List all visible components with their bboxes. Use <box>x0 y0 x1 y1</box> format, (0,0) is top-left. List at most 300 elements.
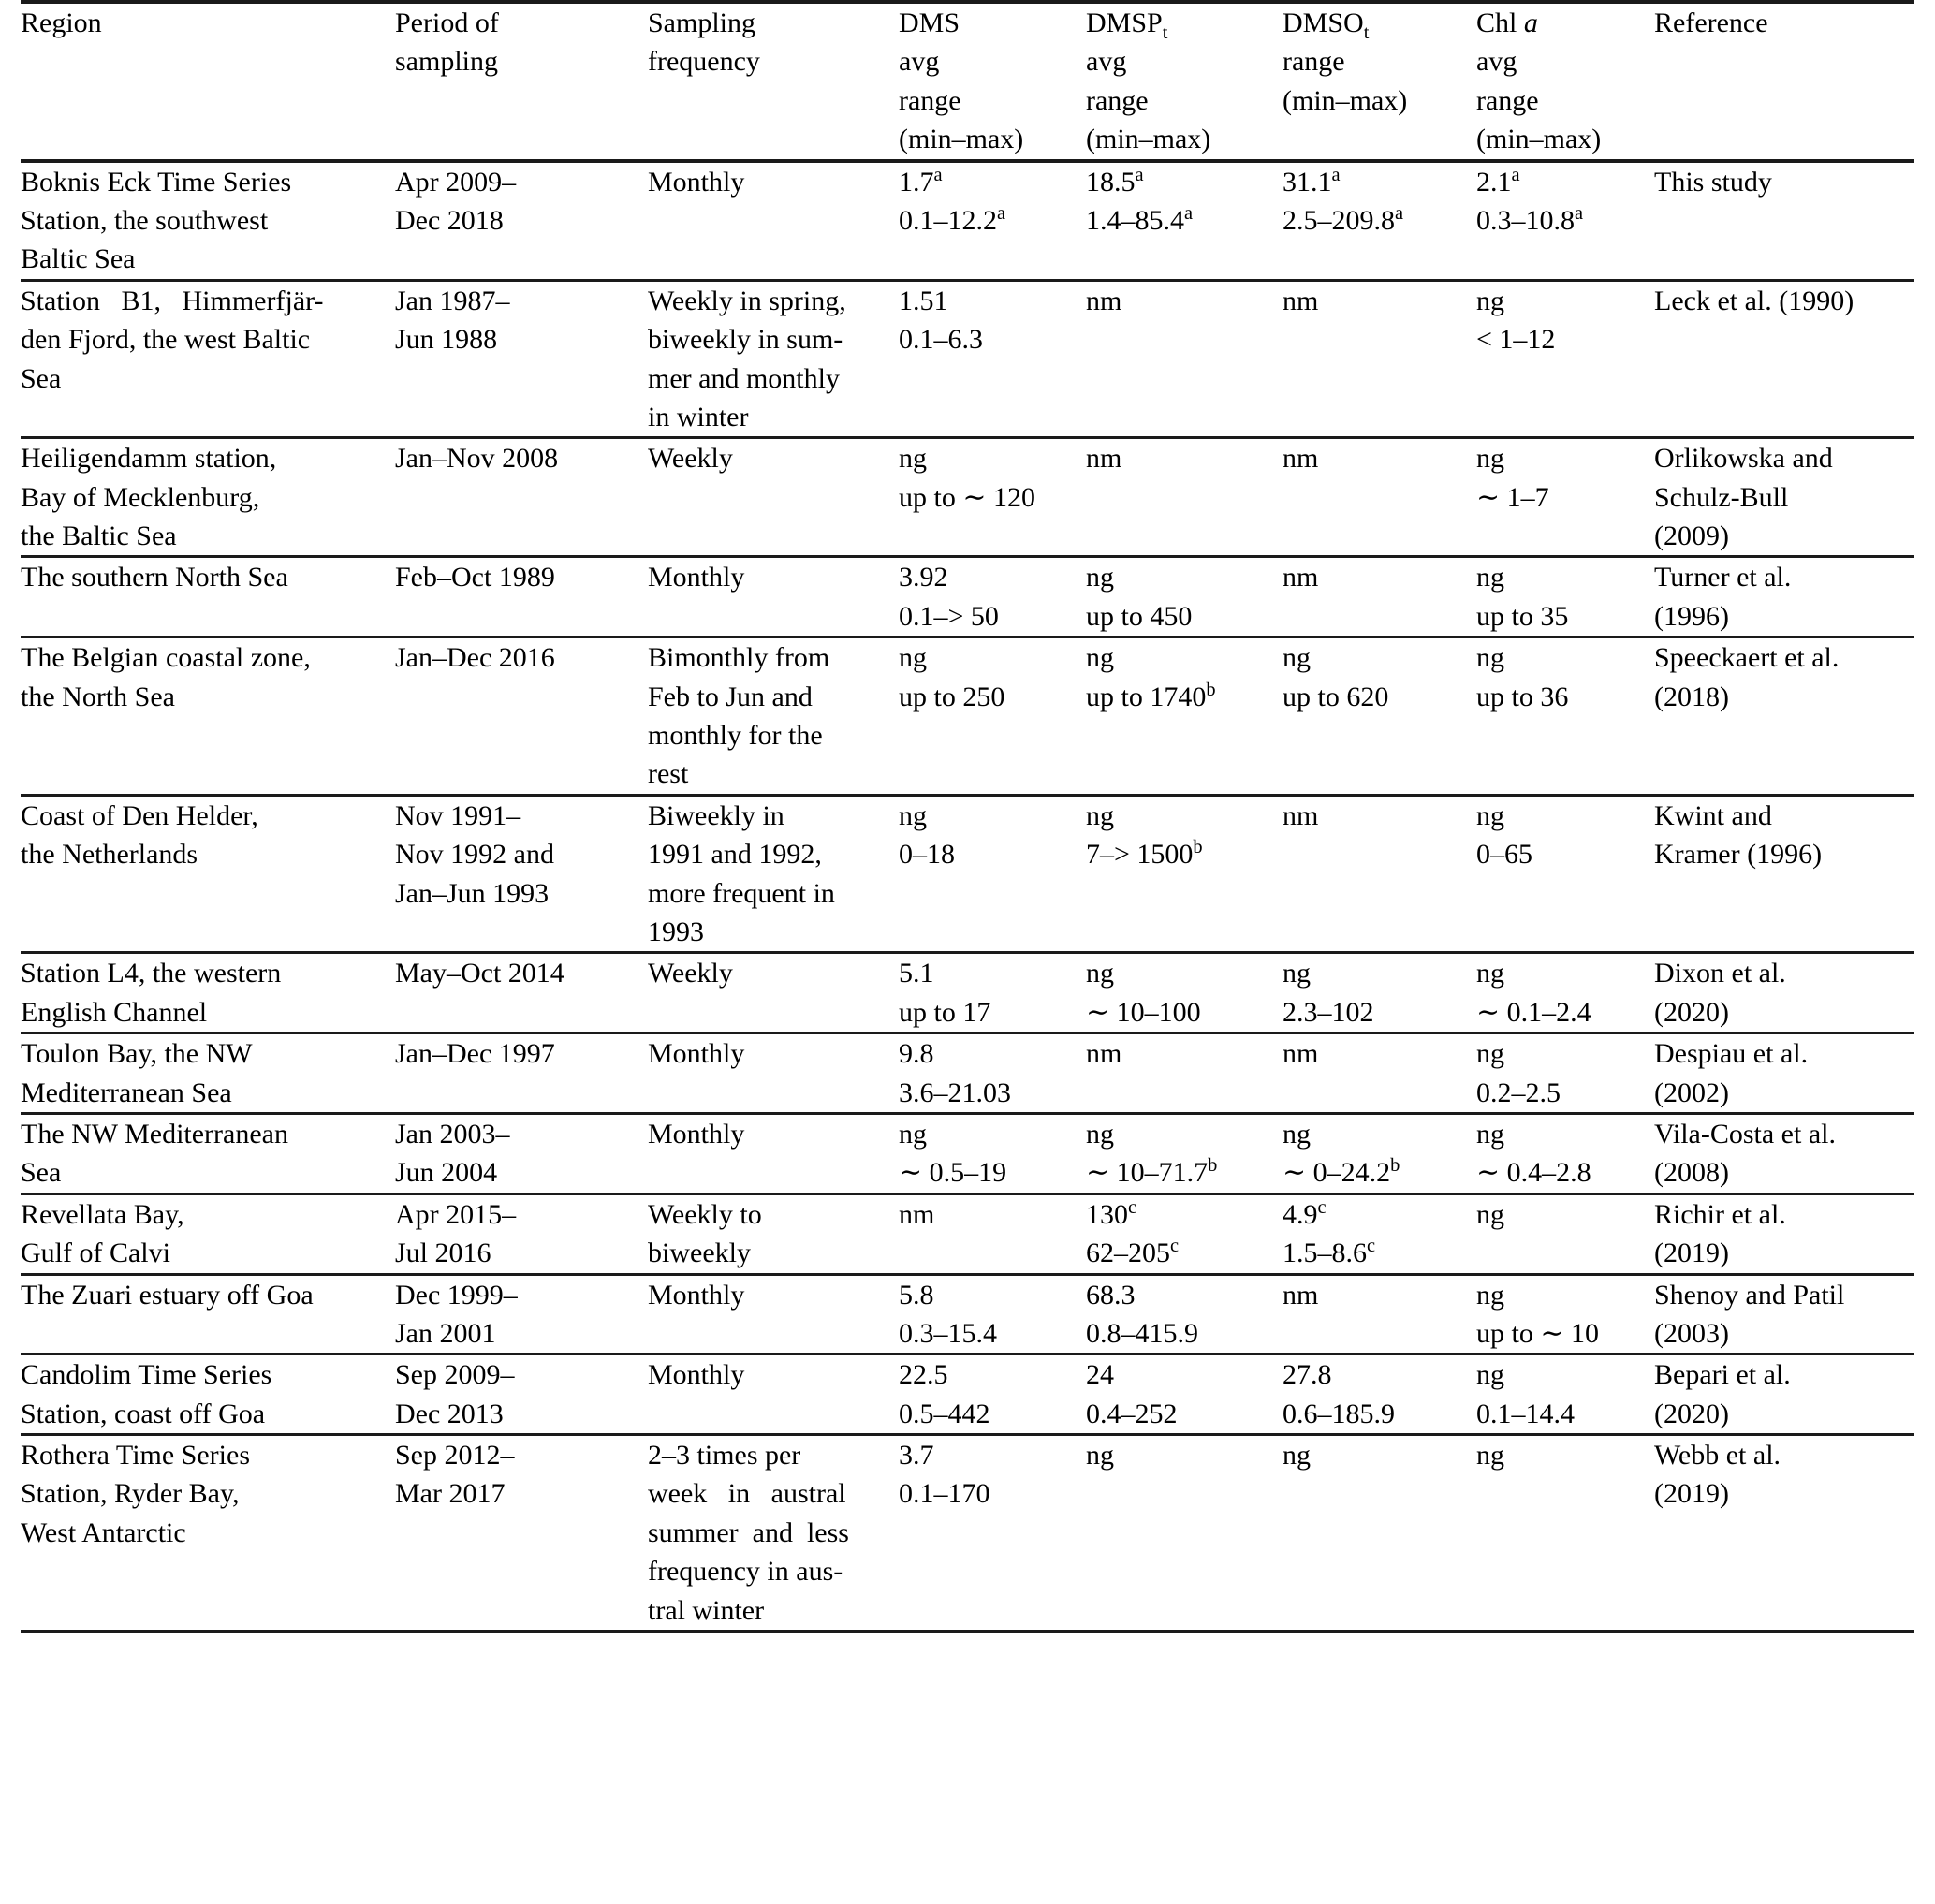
cell-dmsot <box>1283 438 1476 557</box>
cell-line: nm <box>1283 1279 1319 1311</box>
cell-line: ng <box>1283 642 1311 674</box>
cell-line: $7-> 1500^b$ <box>1086 837 1203 871</box>
cell-period <box>395 280 648 438</box>
cell-dmsot <box>1283 161 1476 281</box>
cell-dmspt <box>1086 795 1283 953</box>
cell-line: Monthly <box>648 166 745 198</box>
cell-period <box>395 1355 648 1435</box>
header-line: avg <box>899 46 940 78</box>
cell-line: The southern North Sea <box>21 562 288 593</box>
cell-line: Boknis Eck Time Series <box>21 166 292 198</box>
cell-region <box>21 1355 395 1435</box>
cell-dmsot <box>1283 1113 1476 1194</box>
cell-dms <box>899 161 1086 281</box>
cell-line: ng <box>899 1118 927 1150</box>
cell-line: 5.1 <box>899 958 934 989</box>
header-text: Chl <box>1476 7 1524 38</box>
cell-line: (2002) <box>1654 1076 1729 1108</box>
cell-line: 130$^c$ <box>1086 1196 1137 1230</box>
cell-dmspt <box>1086 1113 1283 1194</box>
table-row <box>21 1274 1914 1355</box>
cell-line: ng <box>1086 562 1114 593</box>
cell-line: ng <box>1476 1359 1504 1391</box>
col-header-dmspt <box>1086 2 1283 161</box>
cell-line: ng <box>1086 1118 1114 1150</box>
cell-dms <box>899 1194 1086 1274</box>
cell-line: week in austral <box>648 1478 846 1510</box>
table-bottom-rule <box>21 1632 1914 1633</box>
cell-period <box>395 161 648 281</box>
cell-line: ng <box>1476 799 1504 831</box>
col-header-chla <box>1476 2 1654 161</box>
cell-line: 0.3–15.4 <box>899 1317 997 1349</box>
cell-chla <box>1476 953 1654 1033</box>
cell-line: Bay of Mecklenburg, <box>21 481 260 513</box>
cell-line: Jan–Nov 2008 <box>395 443 559 475</box>
cell-line: Turner et al. <box>1654 562 1792 593</box>
header-line: Region <box>21 7 102 38</box>
cell-line: ng <box>1476 285 1504 316</box>
cell-line: ng <box>1283 1440 1311 1472</box>
cell-chla <box>1476 557 1654 637</box>
cell-line: May–Oct 2014 <box>395 958 564 989</box>
cell-line: 3.7 <box>899 1440 934 1472</box>
cell-line: Jun 1988 <box>395 324 498 356</box>
table-row <box>21 795 1914 953</box>
footnote-marker: b <box>1208 1155 1218 1177</box>
table-row <box>21 1435 1914 1632</box>
cell-chla <box>1476 637 1654 796</box>
cell-line: Weekly in spring, <box>648 285 846 316</box>
cell-line: Revellata Bay, <box>21 1198 184 1230</box>
cell-dmspt <box>1086 1355 1283 1435</box>
table-row <box>21 953 1914 1033</box>
cell-line: 27.8 <box>1283 1359 1332 1391</box>
cell-dmsot <box>1283 1355 1476 1435</box>
cell-line: < 1–12 <box>1476 324 1556 356</box>
header-line: (min–max) <box>899 124 1024 155</box>
cell-chla <box>1476 1033 1654 1114</box>
cell-period <box>395 795 648 953</box>
cell-reference <box>1654 557 1914 637</box>
cell-dmsot <box>1283 280 1476 438</box>
cell-sampling-frequency <box>648 557 899 637</box>
cell-line: up to 36 <box>1476 681 1569 712</box>
cell-line: up to 1740$^b$ <box>1086 679 1216 712</box>
cell-line: monthly for the <box>648 720 823 752</box>
cell-chla <box>1476 161 1654 281</box>
cell-reference <box>1654 161 1914 281</box>
cell-line: the Netherlands <box>21 839 198 871</box>
cell-chla <box>1476 1194 1654 1274</box>
cell-dmspt <box>1086 1274 1283 1355</box>
cell-line: 31.1$^a$ <box>1283 164 1341 198</box>
cell-line: Jan–Dec 2016 <box>395 642 555 674</box>
cell-line: 0.1–12.2$^a$ <box>899 202 1006 236</box>
cell-line: Station B1, Himmerfjär- <box>21 285 324 316</box>
cell-sampling-frequency <box>648 1435 899 1632</box>
cell-chla <box>1476 280 1654 438</box>
cell-line: Weekly <box>648 443 733 475</box>
cell-line: nm <box>1086 1038 1122 1070</box>
cell-line: nm <box>1283 443 1319 475</box>
cell-dmsot <box>1283 795 1476 953</box>
header-line: Sampling <box>648 7 756 38</box>
cell-line: the North Sea <box>21 681 175 712</box>
cell-line: Monthly <box>648 1279 745 1311</box>
cell-line: Monthly <box>648 1038 745 1070</box>
cell-dmsot <box>1283 1274 1476 1355</box>
cell-line: Mediterranean Sea <box>21 1076 232 1108</box>
cell-chla <box>1476 795 1654 953</box>
header-line: range <box>1476 84 1539 116</box>
table-row <box>21 557 1914 637</box>
cell-line: mer and monthly <box>648 362 840 394</box>
cell-line: 2.5–209.8$^a$ <box>1283 202 1404 236</box>
cell-line: ng <box>1476 1198 1504 1230</box>
cell-dmsot <box>1283 1194 1476 1274</box>
cell-line: 0.1–6.3 <box>899 324 983 356</box>
cell-line: Mar 2017 <box>395 1478 506 1510</box>
cell-reference <box>1654 1355 1914 1435</box>
cell-sampling-frequency <box>648 161 899 281</box>
cell-line: Sea <box>21 362 62 394</box>
cell-line: English Channel <box>21 996 208 1028</box>
cell-line: 5.8 <box>899 1279 934 1311</box>
cell-chla <box>1476 1355 1654 1435</box>
cell-line: up to ∼ 10 <box>1476 1317 1599 1349</box>
cell-sampling-frequency <box>648 438 899 557</box>
cell-dmspt <box>1086 637 1283 796</box>
cell-line: in winter <box>648 401 749 432</box>
header-line: (min–max) <box>1476 124 1602 155</box>
cell-line: 3.6–21.03 <box>899 1076 1011 1108</box>
header-line: Reference <box>1654 7 1768 38</box>
cell-line: Jul 2016 <box>395 1238 491 1269</box>
footnote-marker: a <box>933 164 943 185</box>
cell-line: up to ∼ 120 <box>899 481 1035 513</box>
cell-line: 0–65 <box>1476 839 1532 871</box>
cell-line: This study <box>1654 166 1772 198</box>
cell-line: 3.92 <box>899 562 948 593</box>
cell-line: Jan 2003– <box>395 1118 510 1150</box>
cell-line: Coast of Den Helder, <box>21 799 258 831</box>
cell-line: up to 250 <box>899 681 1005 712</box>
footnote-marker: c <box>1367 1236 1376 1257</box>
cell-line: 62–205$^c$ <box>1086 1236 1180 1269</box>
cell-dmspt <box>1086 438 1283 557</box>
header-line: Period of <box>395 7 499 38</box>
col-header-reference <box>1654 2 1914 161</box>
footnote-marker: c <box>1170 1236 1180 1257</box>
footnote-marker: b <box>1390 1155 1400 1177</box>
cell-line: (2019) <box>1654 1478 1729 1510</box>
cell-line: Dec 1999– <box>395 1279 518 1311</box>
cell-line: ng <box>1476 443 1504 475</box>
cell-line: Sep 2009– <box>395 1359 515 1391</box>
footnote-marker: a <box>997 202 1006 224</box>
cell-chla <box>1476 438 1654 557</box>
cell-line: up to 17 <box>899 996 991 1028</box>
subscript-t: t <box>1162 22 1168 43</box>
col-header-period <box>395 2 648 161</box>
cell-dms <box>899 637 1086 796</box>
cell-line: summer and less <box>648 1516 849 1548</box>
cell-line: nm <box>1283 285 1319 316</box>
cell-line: Rothera Time Series <box>21 1440 250 1472</box>
header-line: range <box>1283 46 1345 78</box>
cell-line: The Zuari estuary off Goa <box>21 1279 314 1311</box>
cell-period <box>395 1274 648 1355</box>
cell-line: rest <box>648 758 689 790</box>
cell-line: 0–18 <box>899 839 955 871</box>
cell-line: 0.1–> 50 <box>899 600 999 632</box>
cell-line: 1.5–8.6$^c$ <box>1283 1236 1376 1269</box>
cell-line: Feb–Oct 1989 <box>395 562 555 593</box>
cell-line: Kramer (1996) <box>1654 839 1823 871</box>
header-line: range <box>899 84 961 116</box>
cell-line: 18.5$^a$ <box>1086 164 1144 198</box>
cell-chla <box>1476 1435 1654 1632</box>
cell-line: Weekly <box>648 958 733 989</box>
cell-line: 1993 <box>648 915 704 947</box>
table-row <box>21 1355 1914 1435</box>
cell-line: Station, coast off Goa <box>21 1398 266 1429</box>
cell-dmspt <box>1086 161 1283 281</box>
cell-line: biweekly in sum- <box>648 324 843 356</box>
cell-line: ng <box>1476 642 1504 674</box>
cell-sampling-frequency <box>648 795 899 953</box>
cell-line: Nov 1991– <box>395 799 521 831</box>
cell-line: Dixon et al. <box>1654 958 1786 989</box>
cell-sampling-frequency <box>648 637 899 796</box>
cell-line: (2018) <box>1654 681 1729 712</box>
cell-line: Monthly <box>648 1118 745 1150</box>
cell-line: ∼ 0.5–19 <box>899 1157 1007 1189</box>
cell-line: Schulz-Bull <box>1654 481 1789 513</box>
cell-line: nm <box>899 1198 935 1230</box>
footnote-marker: c <box>1317 1196 1327 1218</box>
cell-line: nm <box>1283 1038 1319 1070</box>
cell-line: ∼ 0.4–2.8 <box>1476 1157 1591 1189</box>
cell-reference <box>1654 1113 1914 1194</box>
cell-line: Biweekly in <box>648 799 784 831</box>
cell-line: the Baltic Sea <box>21 520 177 552</box>
cell-dms <box>899 1113 1086 1194</box>
footnote-marker: a <box>1575 202 1584 224</box>
header-row <box>21 2 1914 161</box>
cell-reference <box>1654 953 1914 1033</box>
cell-line: ∼ 0.1–2.4 <box>1476 996 1591 1028</box>
cell-line: Apr 2009– <box>395 166 517 198</box>
cell-line: ∼ 1–7 <box>1476 481 1549 513</box>
bottom-rule-cell <box>21 1632 1914 1633</box>
cell-period <box>395 1113 648 1194</box>
cell-line: Sea <box>21 1157 62 1189</box>
cell-line: Sep 2012– <box>395 1440 515 1472</box>
cell-line: tral winter <box>648 1594 765 1626</box>
cell-sampling-frequency <box>648 1113 899 1194</box>
cell-line: Dec 2018 <box>395 204 504 236</box>
footnote-marker: a <box>1511 164 1520 185</box>
header-line-sub <box>1283 4 1463 42</box>
cell-line: Station L4, the western <box>21 958 282 989</box>
cell-dms <box>899 1274 1086 1355</box>
cell-region <box>21 280 395 438</box>
cell-chla <box>1476 1113 1654 1194</box>
cell-line: nm <box>1283 799 1319 831</box>
cell-line: 0.4–252 <box>1086 1398 1178 1429</box>
col-header-dmsot <box>1283 2 1476 161</box>
cell-region <box>21 1274 395 1355</box>
cell-line: 1.51 <box>899 285 948 316</box>
header-line: avg <box>1086 46 1127 78</box>
cell-line: ∼ 0–24.2$^b$ <box>1283 1155 1400 1189</box>
cell-dmspt <box>1086 1194 1283 1274</box>
cell-line: Baltic Sea <box>21 243 136 275</box>
cell-line: 0.2–2.5 <box>1476 1076 1561 1108</box>
footnote-marker: a <box>1135 164 1144 185</box>
cell-line: ng <box>1086 642 1114 674</box>
header-text: DMSP <box>1086 7 1163 38</box>
cell-line: ng <box>1283 1118 1311 1150</box>
cell-line: 1991 and 1992, <box>648 839 822 871</box>
cell-line: Despiau et al. <box>1654 1038 1809 1070</box>
header-line: range <box>1086 84 1149 116</box>
cell-line: The Belgian coastal zone, <box>21 642 311 674</box>
cell-period <box>395 1033 648 1114</box>
cell-region <box>21 953 395 1033</box>
cell-line: ng <box>1086 1440 1114 1472</box>
cell-line: ng <box>899 799 927 831</box>
cell-line: Jan 2001 <box>395 1317 496 1349</box>
cell-line: biweekly <box>648 1238 751 1269</box>
cell-line: ng <box>1476 1440 1504 1472</box>
cell-line: 2.1$^a$ <box>1476 164 1520 198</box>
cell-line: 0.6–185.9 <box>1283 1398 1395 1429</box>
cell-line: Station, Ryder Bay, <box>21 1478 240 1510</box>
cell-line: Webb et al. <box>1654 1440 1781 1472</box>
cell-dmsot <box>1283 557 1476 637</box>
cell-dmsot <box>1283 1435 1476 1632</box>
cell-region <box>21 1033 395 1114</box>
cell-region <box>21 1113 395 1194</box>
cell-region <box>21 795 395 953</box>
header-line-sub <box>1086 4 1269 42</box>
cell-dms <box>899 953 1086 1033</box>
cell-period <box>395 1194 648 1274</box>
cell-line: (2008) <box>1654 1157 1729 1189</box>
header-line: (min–max) <box>1283 84 1408 116</box>
cell-dms <box>899 1355 1086 1435</box>
cell-line: ng <box>1476 1118 1504 1150</box>
cell-line: Gulf of Calvi <box>21 1238 170 1269</box>
cell-line: 0.1–14.4 <box>1476 1398 1575 1429</box>
cell-line: Jun 2004 <box>395 1157 498 1189</box>
cell-line: frequency in aus- <box>648 1556 843 1588</box>
cell-line: Apr 2015– <box>395 1198 517 1230</box>
cell-dmspt <box>1086 1033 1283 1114</box>
header-line-ital <box>1476 4 1641 42</box>
cell-line: ng <box>899 642 927 674</box>
cell-line: Vila-Costa et al. <box>1654 1118 1836 1150</box>
cell-line: (2009) <box>1654 520 1729 552</box>
cell-reference <box>1654 438 1914 557</box>
cell-line: Jan–Dec 1997 <box>395 1038 555 1070</box>
cell-dmsot <box>1283 637 1476 796</box>
cell-dmspt <box>1086 1435 1283 1632</box>
cell-line: Bepari et al. <box>1654 1359 1791 1391</box>
cell-line: ng <box>1476 958 1504 989</box>
cell-period <box>395 557 648 637</box>
cell-sampling-frequency <box>648 1274 899 1355</box>
cell-line: (2020) <box>1654 1398 1729 1429</box>
cell-line: 22.5 <box>899 1359 948 1391</box>
cell-line: Candolim Time Series <box>21 1359 272 1391</box>
cell-line: 0.3–10.8$^a$ <box>1476 202 1584 236</box>
cell-line: The NW Mediterranean <box>21 1118 288 1150</box>
header-line: (min–max) <box>1086 124 1211 155</box>
table-row <box>21 438 1914 557</box>
cell-line: Leck et al. (1990) <box>1654 285 1854 316</box>
cell-line: Shenoy and Patil <box>1654 1279 1845 1311</box>
cell-dmspt <box>1086 280 1283 438</box>
col-header-region <box>21 2 395 161</box>
cell-dmspt <box>1086 557 1283 637</box>
table-body <box>21 161 1914 1633</box>
footnote-marker: b <box>1206 679 1216 700</box>
header-line: DMS <box>899 7 960 38</box>
table-row <box>21 637 1914 796</box>
comparison-table <box>21 0 1914 1633</box>
cell-line: 24 <box>1086 1359 1114 1391</box>
header-line: avg <box>1476 46 1517 78</box>
cell-region <box>21 557 395 637</box>
cell-line: Toulon Bay, the NW <box>21 1038 253 1070</box>
col-header-dms <box>899 2 1086 161</box>
header-text: DMSO <box>1283 7 1364 38</box>
cell-region <box>21 438 395 557</box>
cell-dmspt <box>1086 953 1283 1033</box>
cell-line: ng <box>1086 799 1114 831</box>
table-row <box>21 1113 1914 1194</box>
cell-dms <box>899 438 1086 557</box>
cell-line: 2–3 times per <box>648 1440 801 1472</box>
cell-reference <box>1654 637 1914 796</box>
cell-reference <box>1654 1435 1914 1632</box>
cell-line: 9.8 <box>899 1038 934 1070</box>
table-row <box>21 1194 1914 1274</box>
cell-reference <box>1654 1033 1914 1114</box>
cell-line: ng <box>1283 958 1311 989</box>
cell-line: ∼ 10–71.7$^b$ <box>1086 1155 1218 1189</box>
cell-line: 1.4–85.4$^a$ <box>1086 202 1194 236</box>
cell-chla <box>1476 1274 1654 1355</box>
header-line: frequency <box>648 46 760 78</box>
cell-line: den Fjord, the west Baltic <box>21 324 311 356</box>
cell-dms <box>899 795 1086 953</box>
cell-line: Speeckaert et al. <box>1654 642 1840 674</box>
footnote-marker: a <box>1331 164 1341 185</box>
cell-line: ng <box>1476 1279 1504 1311</box>
cell-line: 2.3–102 <box>1283 996 1374 1028</box>
cell-reference <box>1654 795 1914 953</box>
table-header <box>21 2 1914 161</box>
cell-line: Bimonthly from <box>648 642 830 674</box>
cell-line: nm <box>1086 285 1122 316</box>
cell-line: Monthly <box>648 1359 745 1391</box>
cell-dmsot <box>1283 1033 1476 1114</box>
